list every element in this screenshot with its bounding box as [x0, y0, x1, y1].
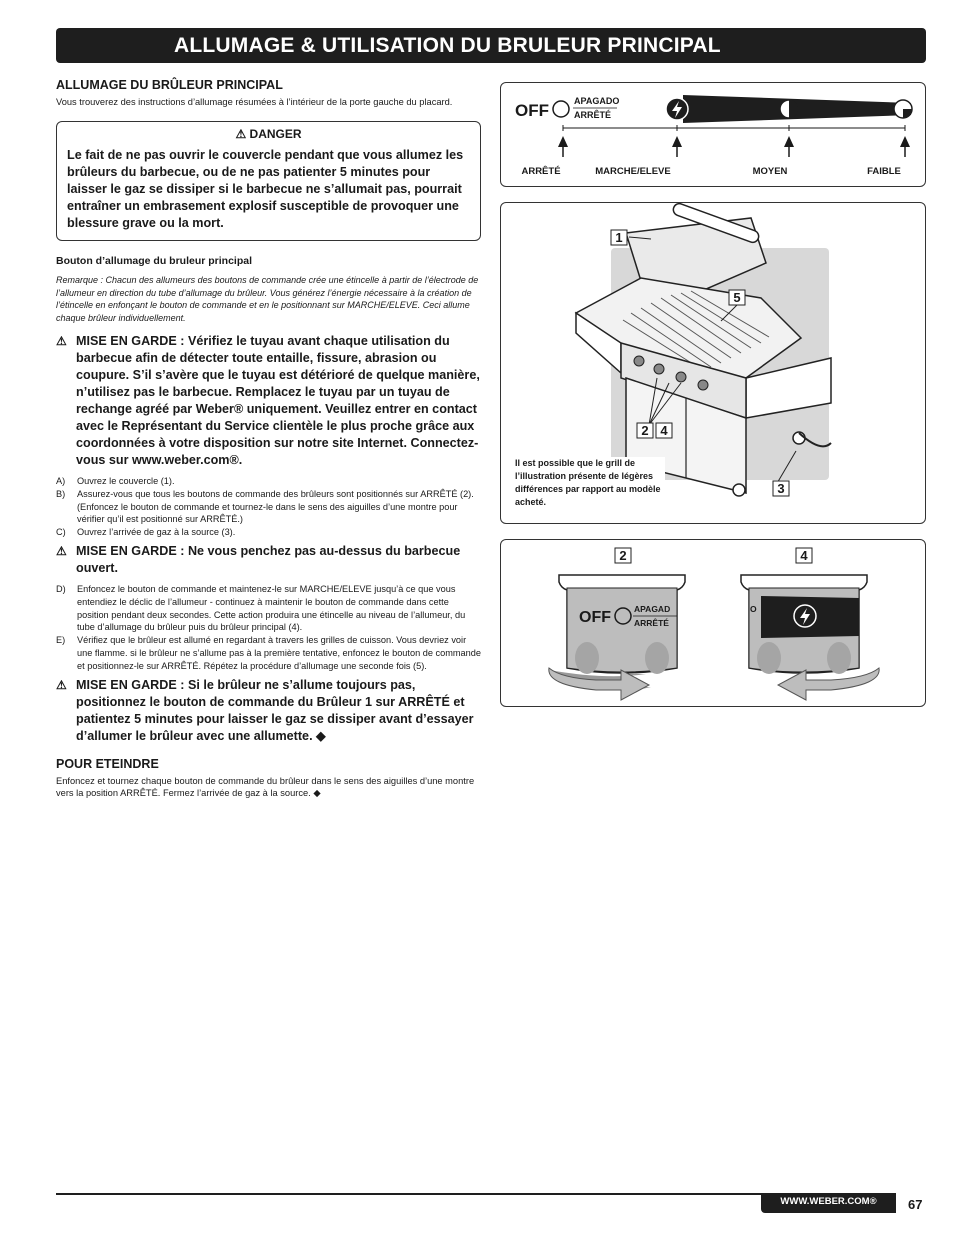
warning-lean: [56, 543, 481, 577]
callout-number: 1: [615, 230, 623, 245]
callout-number: 4: [800, 548, 808, 563]
dial-label: MOYEN: [752, 166, 788, 177]
knob-svg: [501, 540, 924, 705]
step-key: B): [56, 488, 66, 499]
step-text: Ouvrez l’arrivée de gaz à la source (3).: [77, 527, 236, 538]
knob-ignite-position: [741, 575, 879, 700]
warning-retry: [56, 677, 481, 745]
step-key: D): [56, 583, 66, 594]
callout-number: 2: [641, 423, 649, 438]
step-item: [56, 634, 481, 672]
section-heading-off: POUR ETEINDRE: [56, 756, 159, 771]
warning-hose-text: MISE EN GARDE : Vérifiez le tuyau avant chaque utilisation du barbecue afin de détecter toute entaille, fissure, abrasion ou coupure. S’il s’avère que le tuyau est détérioré de quelque manière, n’utilisez pas le barbecue. Remplacez le tuyau par un tuyau de rechange agréé par Weber® uniquement. Veuillez entrer en contact avec le Représentant du Service clientèle le plus proche grâce aux coordonnées à votre disposition sur notre site Internet. Connectez-vous sur www.weber.com®.: [76, 333, 480, 467]
dial-arrete: ARRÊTÉ: [574, 110, 612, 120]
page-title: ALLUMAGE & UTILISATION DU BRULEUR PRINCIPAL: [56, 28, 926, 63]
igniter-heading: Bouton d’allumage du bruleur principal: [56, 254, 253, 267]
warning-triangle-icon: ⚠: [56, 543, 67, 558]
warning-hose: [56, 333, 481, 469]
grill-illustration: [500, 202, 926, 524]
lighting-intro: Vous trouverez des instructions d’allumage résumées à l’intérieur de la porte gauche du placard.: [56, 97, 453, 107]
dial-svg: [501, 83, 924, 185]
warning-triangle-icon: ⚠: [235, 126, 247, 141]
step-item: [56, 583, 481, 634]
knob-off-position: [549, 575, 685, 700]
step-text: Assurez-vous que tous les boutons de commande des brûleurs sont positionnés sur ARRÊTÉ (2). (Enfoncez le bouton de commande et tournez-le dans le sens des aiguilles d’une montre pour vérifier qu’il est positionné sur ARRÊTÉ.): [77, 488, 474, 525]
knob-off-label: OFF: [579, 609, 611, 626]
step-text: Enfoncez le bouton de commande et maintenez-le sur MARCHE/ELEVE jusqu’à ce que vous entendiez le déclic de l’allumeur - continuez à maintenir le bouton de commande dans cette position pendant deux secondes. Cette action produira une étincelle au niveau de l’allumeur, du tube d’allumage du brûleur puis du brûleur principal (4).: [77, 583, 466, 633]
danger-box: [56, 121, 481, 241]
step-item: [56, 488, 481, 526]
callout-number: 4: [660, 423, 668, 438]
steps-a: [56, 475, 481, 539]
off-text: Enfoncez et tournez chaque bouton de commande du brûleur dans le sens des aiguilles d’une montre vers la position ARRÊTÉ. Fermez l’arrivée de gaz à la source. ◆: [56, 775, 475, 799]
steps-b: [56, 583, 481, 673]
igniter-note: Remarque : Chacun des allumeurs des boutons de commande crée une étincelle à partir de l’électrode de l’allumeur en direction du tube d’allumage du brûleur. Vous générez l’énergie nécessaire à la création de l’étincelle en enfonçant le bouton de commande et en le positionnant sur MARCHE/ELEVE. Ceci allume chaque brûleur individuellement.: [56, 274, 479, 324]
step-key: E): [56, 635, 66, 646]
step-item: [56, 475, 481, 488]
pointer-arrows: [558, 136, 910, 157]
warning-lean-text: MISE EN GARDE : Ne vous penchez pas au-dessus du barbecue ouvert.: [76, 543, 461, 575]
danger-text: Le fait de ne pas ouvrir le couvercle pendant que vous allumez les brûleurs du barbecue, ou de ne pas patienter 5 minutes pour laisser le gaz se dissiper si le barbecue ne s’allumait pas, pourrait entraîner un embrasement explosif susceptible de provoquer une blessure grave ou la mort.: [67, 147, 464, 230]
dial-label: ARRÊTÉ: [521, 166, 561, 177]
step-key: A): [56, 475, 66, 486]
dial-label: FAIBLE: [867, 166, 901, 177]
callout-number: 2: [619, 548, 627, 563]
danger-heading: [67, 127, 470, 141]
step-item: [56, 526, 481, 539]
left-column: [56, 78, 481, 800]
knob-rotation-diagram: [500, 539, 926, 707]
knob-arrete: ARRÊTÉ: [634, 618, 669, 628]
caster-wheel: [733, 484, 745, 496]
dial-diagram: [500, 82, 926, 187]
warning-triangle-icon: ⚠: [56, 677, 67, 692]
callout-number: 5: [733, 290, 741, 305]
knob-partial-label: O: [750, 604, 757, 614]
danger-title: DANGER: [249, 126, 302, 141]
off-circle-icon: [553, 101, 569, 117]
knob-apagado: APAGAD: [634, 604, 671, 614]
dial-apagado: APAGADO: [574, 96, 620, 106]
footer-website: WWW.WEBER.COM®: [761, 1193, 896, 1213]
grill-caption: Il est possible que le grill de l’illustration présente de légères différences par rapport au modèle acheté.: [515, 457, 665, 509]
callout-number: 3: [777, 481, 785, 496]
step-text: Vérifiez que le brûleur est allumé en regardant à travers les grilles de cuisson. Vous devriez voir une flamme. si le brûleur ne s’allume pas à la première tentative, enfoncez le bouton de commande et positionnez-le sur ARRÊTÉ. Répétez la procédure d’allumage une seconde fois (5).: [77, 635, 481, 671]
warning-triangle-icon: ⚠: [56, 333, 67, 348]
warning-retry-text: MISE EN GARDE : Si le brûleur ne s’allume toujours pas, positionnez le bouton de commande du Brûleur 1 sur ARRÊTÉ et patientez 5 minutes pour laisser le gaz se dissiper avant d’essayer d’allumer le brûleur avec une allumette. ◆: [76, 677, 474, 743]
step-text: Ouvrez le couvercle (1).: [77, 475, 175, 486]
page-number: 67: [908, 1197, 923, 1212]
dial-label: MARCHE/ELEVE: [595, 166, 671, 177]
step-key: C): [56, 527, 66, 538]
dial-off-label: OFF: [515, 101, 549, 120]
section-heading-lighting: ALLUMAGE DU BRÛLEUR PRINCIPAL: [56, 78, 283, 92]
